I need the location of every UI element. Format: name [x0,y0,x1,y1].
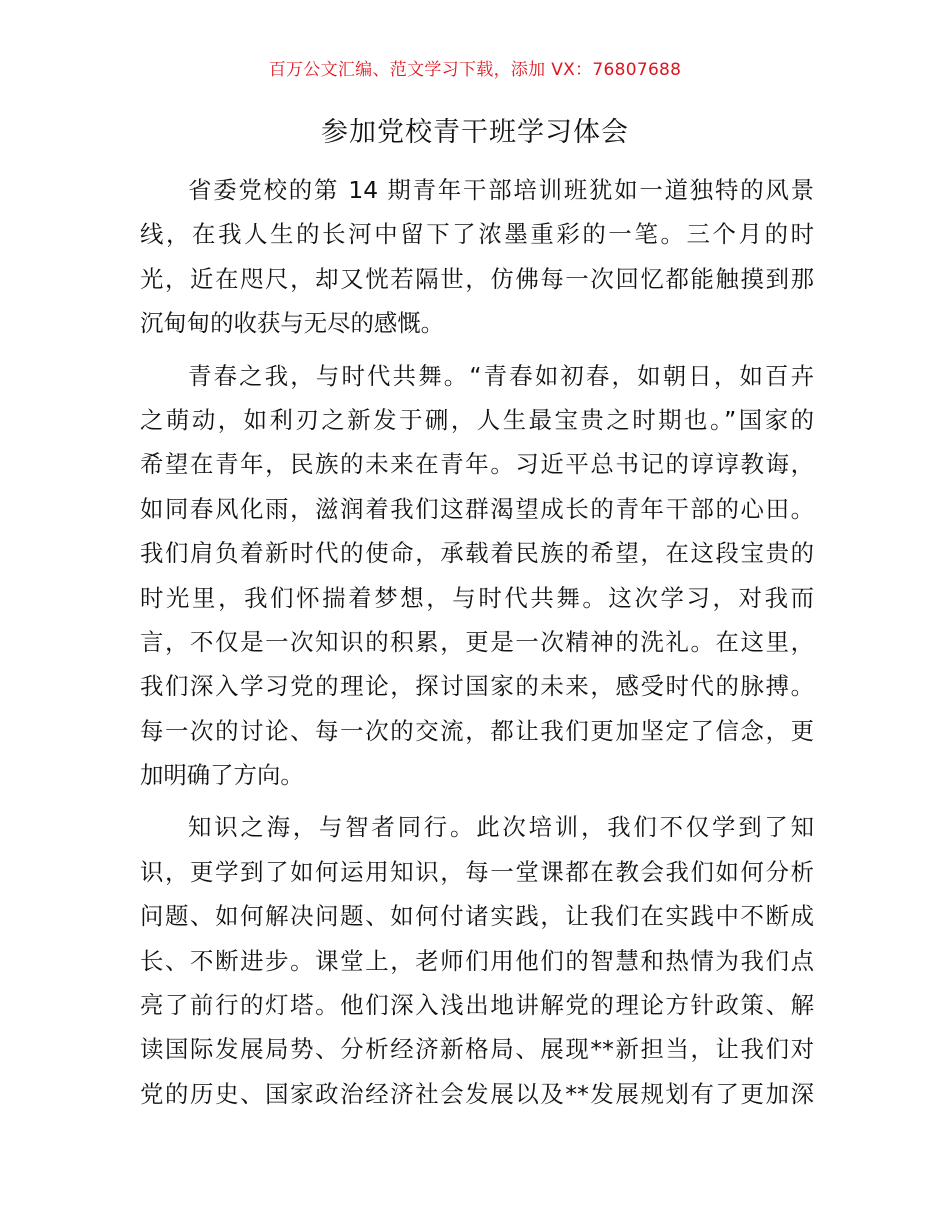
text-line: 光，近在咫尺，却又恍若隔世，仿佛每一次回忆都能触摸到那 [140,264,814,293]
text-line: 时光里，我们怀揣着梦想，与时代共舞。这次学习，对我而 [140,583,814,612]
text-line: 加明确了方向。 [140,761,304,790]
paragraph-2 [140,354,814,798]
text-line: 言，不仅是一次知识的积累，更是一次精神的洗礼。在这里， [140,627,814,656]
paragraph-3 [140,805,814,1116]
text-line: 希望在青年，民族的未来在青年。习近平总书记的谆谆教诲， [140,450,814,479]
text-line: 识，更学到了如何运用知识，每一堂课都在教会我们如何分析 [140,857,814,886]
text-line: 省委党校的第 14 期青年干部培训班犹如一道独特的风景 [188,176,814,204]
text-line: 党的历史、国家政治经济社会发展以及**发展规划有了更加深 [140,1079,814,1108]
watermark-header: 百万公文汇编、范文学习下载，添加 VX：76807688 [268,60,682,80]
text-line: 问题、如何解决问题、如何付诸实践，让我们在实践中不断成 [140,902,814,931]
text-line: 读国际发展局势、分析经济新格局、展现**新担当，让我们对 [140,1035,814,1064]
text-line: 知识之海，与智者同行。此次培训，我们不仅学到了知 [188,813,814,842]
document-title: 参加党校青干班学习体会 [321,117,629,148]
text-line: 每一次的讨论、每一次的交流，都让我们更加坚定了信念，更 [140,716,814,745]
text-line: 如同春风化雨，滋润着我们这群渴望成长的青年干部的心田。 [140,494,814,523]
text-line: 长、不断进步。课堂上，老师们用他们的智慧和热情为我们点 [140,946,814,975]
text-line: 线，在我人生的长河中留下了浓墨重彩的一笔。三个月的时 [140,220,814,249]
text-line: 我们肩负着新时代的使命，承载着民族的希望，在这段宝贵的 [140,539,814,568]
text-line: 之萌动，如利刃之新发于硎，人生最宝贵之时期也。”国家的 [140,405,814,434]
text-line: 我们深入学习党的理论，探讨国家的未来，感受时代的脉搏。 [140,672,814,701]
text-line: 亮了前行的灯塔。他们深入浅出地讲解党的理论方针政策、解 [140,991,814,1020]
document-body [140,168,814,1116]
text-line: 青春之我，与时代共舞。“青春如初春，如朝日，如百卉 [188,361,814,390]
text-line: 沉甸甸的收获与无尽的感慨。 [140,309,445,338]
paragraph-1 [140,168,814,346]
